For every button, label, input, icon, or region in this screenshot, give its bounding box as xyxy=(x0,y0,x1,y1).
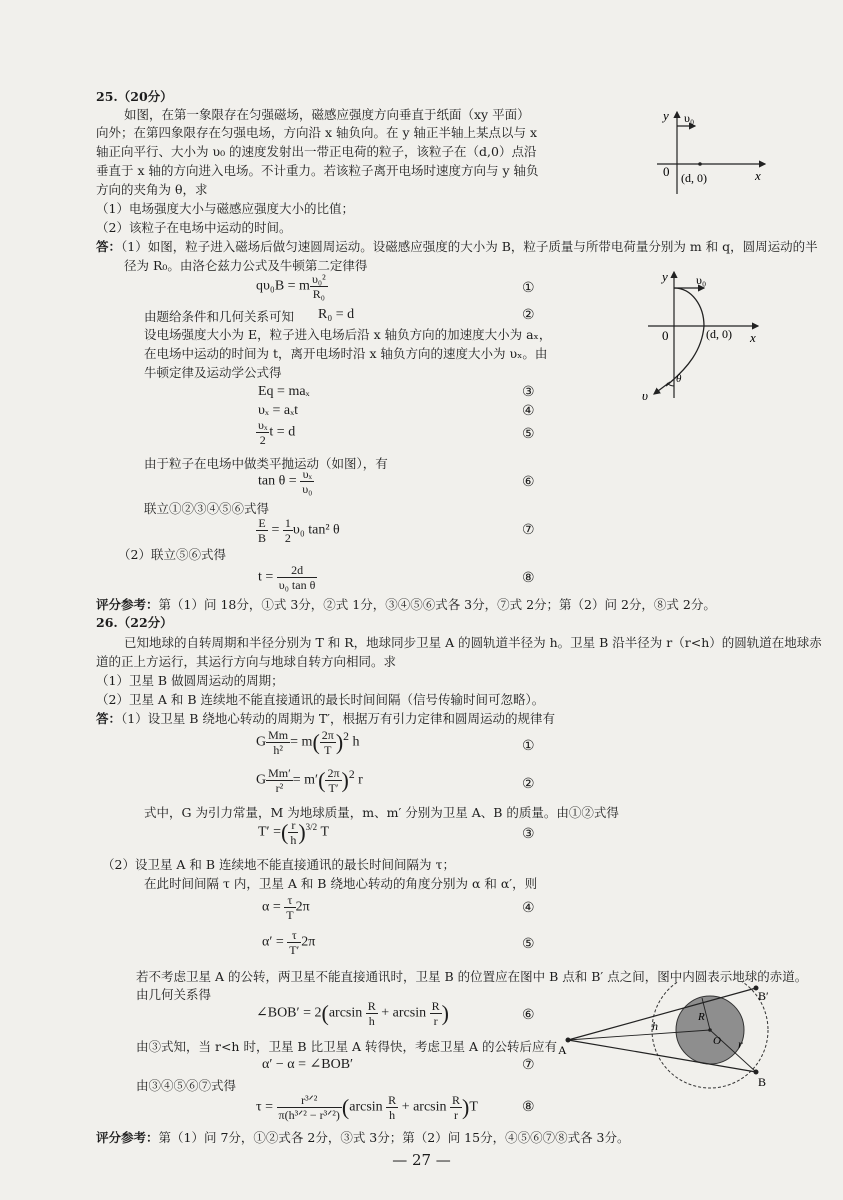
q26-eq7-number: ⑦ xyxy=(522,1057,535,1073)
q26-figure-orbits xyxy=(556,982,786,1090)
fig3-label-bprime: B′ xyxy=(758,989,769,1003)
fig3-label-b: B xyxy=(758,1075,767,1089)
q25-eq2: R₀ = d xyxy=(318,307,355,322)
fig2-y-label: y xyxy=(662,269,668,284)
q25-eq7: $\frac{E}{B}$ = $\frac{1}{2}$ υ₀ tan² θ xyxy=(258,516,340,545)
q26-stem-2: 道的正上方运行，其运行方向与地球自转方向相同。求 xyxy=(96,654,397,669)
q25-eq1: qυ₀B = m $\frac{\text{υ₀²}}{\text{R₀}}$ xyxy=(256,272,326,301)
q26-part-1: （1）卫星 B 做圆周运动的周期； xyxy=(96,673,284,688)
q25-eq2-number: ② xyxy=(522,307,535,323)
q26-header: 26.（22分） xyxy=(96,615,173,630)
q25-answer-line-1: （1）如图，粒子进入磁场后做匀速圆周运动。设磁感应强度的大小为 B，粒子质量与所带电荷量分别为 m 和 q，圆周运动的半 xyxy=(121,239,818,254)
q26-eq1-number: ① xyxy=(522,738,535,754)
q25-score-label: 评分参考： xyxy=(96,597,159,612)
q26-from3: 由③式知，当 r<h 时，卫星 B 比卫星 A 转得快，考虑卫星 A 的公转后应有 xyxy=(136,1039,558,1054)
fig1-v0-label: υ₀ xyxy=(684,111,695,125)
q25-header: 25.（20分） xyxy=(96,89,173,104)
q25-eq4-number: ④ xyxy=(522,403,535,419)
q26-part-2: （2）卫星 A 和 B 连续地不能直接通讯的最长时间间隔（信号传输时间可忽略）。 xyxy=(96,692,545,707)
fig3-label-h: h xyxy=(652,1019,658,1033)
q25-eq8: t = $\frac{2d}{\text{υ₀ tan θ}}$ xyxy=(258,563,316,592)
q25-stem-1: 如图，在第一象限存在匀强磁场，磁感应强度方向垂直于纸面（xy 平面） xyxy=(124,107,530,122)
q26-eq2-number: ② xyxy=(522,776,535,792)
q26-score-label: 评分参考： xyxy=(96,1130,159,1145)
q25-eq6: tan θ = $\frac{\text{υₓ}}{\text{υ₀}}$ xyxy=(258,467,313,496)
q25-eq3: Eq = maₓ xyxy=(258,384,310,399)
q25-part-1: （1）电场强度大小与磁感应强度大小的比值； xyxy=(96,201,354,216)
q26-eq7: α′ − α = ∠BOB′ xyxy=(262,1057,354,1072)
q26-condition: 若不考虑卫星 A 的公转，两卫星不能直接通讯时，卫星 B 的位置应在图中 B 点和 B′ 点之间，图中内圆表示地球的赤道。 xyxy=(136,969,808,984)
q25-figure-axes xyxy=(655,106,775,198)
q25-part-2: （2）该粒子在电场中运动的时间。 xyxy=(96,220,292,235)
q26-eq6: ∠BOB′ = 2(arcsin $\frac{R}{h}$ + arcsin $\frac{R}{r}$ ) xyxy=(256,999,449,1028)
fig3-label-o: O xyxy=(713,1035,721,1047)
q26-eq4: α = $\frac{\tau}{T}$ 2π xyxy=(262,893,310,922)
q25-geo-text: 由题给条件和几何关系可知 xyxy=(144,309,295,324)
fig1-origin-label: 0 xyxy=(663,164,670,179)
q26-answer-label: 答： xyxy=(96,711,122,726)
q26-eq8: τ = $\frac{\text{r³ᐟ²}}{\text{π(h³ᐟ² − r³ᐟ²)}}$ (arcsin $\frac{R}{h}$ + arcsin $\frac{R}{r}$ )T xyxy=(256,1093,478,1122)
fig2-x-label: x xyxy=(750,330,756,345)
q25-desc-2: 在电场中运动的时间为 t，离开电场时沿 x 轴负方向的速度大小为 υₓ。由 xyxy=(144,346,548,361)
q26-eq3-number: ③ xyxy=(522,826,535,842)
q25-figure-trajectory xyxy=(636,268,766,404)
q26-part2-text: （2）设卫星 A 和 B 连续地不能直接通讯的最长时间间隔为 τ； xyxy=(102,857,455,872)
page-number: — 27 — xyxy=(392,1151,451,1169)
q26-eq6-number: ⑥ xyxy=(522,1007,535,1023)
q25-eq5-number: ⑤ xyxy=(522,426,535,442)
fig1-y-label: y xyxy=(663,108,669,123)
q26-eq5: α′ = $\frac{\tau}{T'}$ 2π xyxy=(262,928,316,957)
fig2-v-label: υ xyxy=(642,388,648,403)
q25-eq5: $\frac{\text{υₓ}}{2}$ t = d xyxy=(258,418,296,447)
q25-stem-5: 方向的夹角为 θ，求 xyxy=(96,182,208,197)
q25-combine-1: 联立①②③④⑤⑥式得 xyxy=(144,501,270,516)
q25-eq6-number: ⑥ xyxy=(522,474,535,490)
q25-stem-3: 轴正向平行、大小为 υ₀ 的速度发射出一带正电荷的粒子，该粒子在（d,0）点沿 xyxy=(96,144,537,159)
q25-eq8-number: ⑧ xyxy=(522,570,535,586)
q25-answer-label: 答： xyxy=(96,239,122,254)
q25-score: 第（1）问 18分，①式 3分，②式 1分，③④⑤⑥式各 3分，⑦式 2分；第（2）问 2分，⑧式 2分。 xyxy=(158,597,716,612)
q26-p2-desc: 在此时间间隔 τ 内，卫星 A 和 B 绕地心转动的角度分别为 α 和 α′，则 xyxy=(144,876,538,891)
q25-answer-line-2: 径为 R₀。由洛仑兹力公式及牛顿第二定律得 xyxy=(124,258,368,273)
q26-stem-1: 已知地球的自转周期和半径分别为 T 和 R，地球同步卫星 A 的圆轨道半径为 h。卫星 B 沿半径为 r（r<h）的圆轨道在地球赤 xyxy=(124,635,822,650)
q25-eq1-number: ① xyxy=(522,280,535,296)
fig2-origin-label: 0 xyxy=(662,328,669,343)
q25-stem-4: 垂直于 x 轴的方向进入电场。不计重力。若该粒子离开电场时速度方向与 y 轴负 xyxy=(96,163,539,178)
q25-stem-2: 向外；在第四象限存在匀强电场，方向沿 x 轴负向。在 y 轴正半轴上某点以与 x xyxy=(96,125,538,140)
q25-eq7-number: ⑦ xyxy=(522,522,535,538)
fig2-v0-label: υ₀ xyxy=(696,273,707,287)
q25-desc-1: 设电场强度大小为 E，粒子进入电场后沿 x 轴负方向的加速度大小为 aₓ， xyxy=(144,327,552,342)
fig3-label-r-earth: R xyxy=(698,1011,705,1023)
q25-desc-3: 牛顿定律及运动学公式得 xyxy=(144,365,282,380)
q26-eq4-number: ④ xyxy=(522,900,535,916)
q26-eq5-number: ⑤ xyxy=(522,936,535,952)
q26-answer-line-1: （1）设卫星 B 绕地心转动的周期为 T′，根据万有引力定律和圆周运动的规律有 xyxy=(121,711,556,726)
fig1-x-label: x xyxy=(755,168,761,183)
q26-eq8-number: ⑧ xyxy=(522,1099,535,1115)
q26-eq1: G $\frac{Mm}{\text{h²}}$ = m( $\frac{2\pi}{T}$ )$^2$ h xyxy=(256,728,360,757)
q25-eq3-number: ③ xyxy=(522,384,535,400)
fig3-label-r: r xyxy=(738,1037,743,1051)
fig1-point-label: (d, 0) xyxy=(681,171,707,185)
q26-score: 第（1）问 7分，①②式各 2分，③式 3分；第（2）问 15分，④⑤⑥⑦⑧式各 3分。 xyxy=(158,1130,630,1145)
q25-part2-text: （2）联立⑤⑥式得 xyxy=(118,547,226,562)
q26-geo-text: 由几何关系得 xyxy=(136,987,212,1002)
q26-mid-text: 式中，G 为引力常量，M 为地球质量，m、m′ 分别为卫星 A、B 的质量。由①②式得 xyxy=(144,805,619,820)
q25-eq4: υₓ = aₓt xyxy=(258,403,299,418)
q26-eq2: G $\frac{Mm'}{\text{r²}}$ = m′( $\frac{2\pi}{T'}$ )$^2$ r xyxy=(256,766,363,795)
q26-combine: 由③④⑤⑥⑦式得 xyxy=(136,1078,237,1093)
fig2-theta-label: θ xyxy=(676,373,682,385)
fig2-point-label: (d, 0) xyxy=(706,327,732,341)
q26-eq3: T′ =( $\frac{r}{h}$ )$^{3/2}$ T xyxy=(258,818,329,847)
q25-parabola-text: 由于粒子在电场中做类平抛运动（如图），有 xyxy=(144,456,388,471)
fig3-label-a: A xyxy=(558,1043,567,1057)
